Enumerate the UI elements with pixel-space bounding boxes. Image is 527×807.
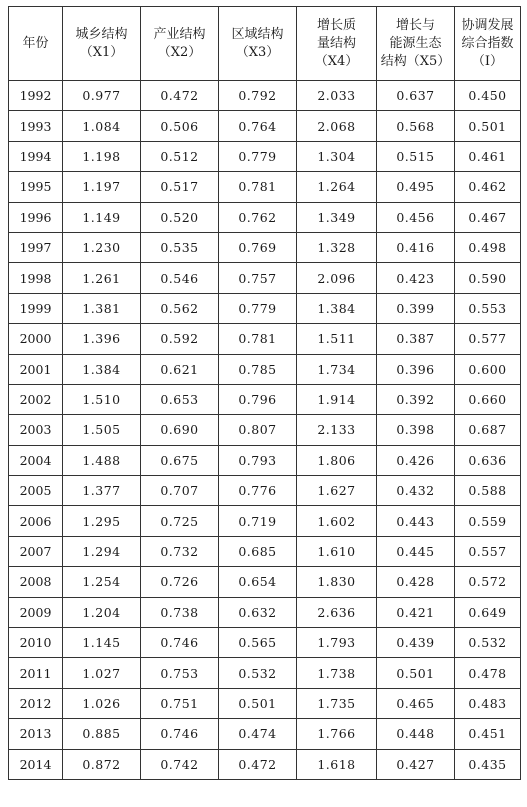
x1-cell: 1.294 <box>63 536 141 566</box>
x2-cell: 0.592 <box>141 324 219 354</box>
index-cell: 0.501 <box>455 111 521 141</box>
table-row <box>9 597 521 627</box>
x5-cell: 0.515 <box>377 141 455 171</box>
header-x2 <box>141 7 219 81</box>
table-row <box>9 749 521 779</box>
header-line: 产业结构 <box>153 26 206 42</box>
x2-cell: 0.690 <box>141 415 219 445</box>
table-body <box>9 81 521 780</box>
index-cell: 0.588 <box>455 476 521 506</box>
x2-cell: 0.546 <box>141 263 219 293</box>
x4-cell: 1.511 <box>297 324 377 354</box>
x2-cell: 0.512 <box>141 141 219 171</box>
year-cell: 2011 <box>9 658 63 688</box>
x1-cell: 1.230 <box>63 232 141 262</box>
x5-cell: 0.432 <box>377 476 455 506</box>
x1-cell: 1.204 <box>63 597 141 627</box>
x4-cell: 1.734 <box>297 354 377 384</box>
header-x5 <box>377 7 455 81</box>
x1-cell: 0.885 <box>63 719 141 749</box>
header-line: 增长质 <box>316 17 356 33</box>
x1-cell: 0.977 <box>63 81 141 111</box>
x3-cell: 0.781 <box>219 172 297 202</box>
x5-cell: 0.501 <box>377 658 455 688</box>
index-cell: 0.590 <box>455 263 521 293</box>
year-cell: 2006 <box>9 506 63 536</box>
header-line: （I） <box>471 53 504 69</box>
x4-cell: 1.738 <box>297 658 377 688</box>
x5-cell: 0.448 <box>377 719 455 749</box>
index-cell: 0.467 <box>455 202 521 232</box>
index-cell: 0.498 <box>455 232 521 262</box>
year-cell: 2002 <box>9 384 63 414</box>
x3-cell: 0.781 <box>219 324 297 354</box>
header-line: （X2） <box>157 44 202 60</box>
year-cell: 2007 <box>9 536 63 566</box>
index-cell: 0.478 <box>455 658 521 688</box>
x5-cell: 0.426 <box>377 445 455 475</box>
table-row <box>9 415 521 445</box>
index-cell: 0.553 <box>455 293 521 323</box>
header-row <box>9 7 521 81</box>
x4-cell: 1.349 <box>297 202 377 232</box>
header-line: 量结构 <box>316 35 356 51</box>
header-year <box>9 7 63 81</box>
header-line: 综合指数 <box>461 35 514 51</box>
index-cell: 0.532 <box>455 628 521 658</box>
x4-cell: 1.304 <box>297 141 377 171</box>
x1-cell: 1.145 <box>63 628 141 658</box>
index-cell: 0.649 <box>455 597 521 627</box>
x3-cell: 0.685 <box>219 536 297 566</box>
year-cell: 2014 <box>9 749 63 779</box>
header-line: （X3） <box>235 44 280 60</box>
x2-cell: 0.653 <box>141 384 219 414</box>
table-row <box>9 141 521 171</box>
x4-cell: 1.914 <box>297 384 377 414</box>
table-row <box>9 232 521 262</box>
x4-cell: 1.610 <box>297 536 377 566</box>
table-row <box>9 324 521 354</box>
x1-cell: 1.084 <box>63 111 141 141</box>
year-cell: 1992 <box>9 81 63 111</box>
x1-cell: 1.384 <box>63 354 141 384</box>
x3-cell: 0.796 <box>219 384 297 414</box>
x2-cell: 0.746 <box>141 719 219 749</box>
x5-cell: 0.387 <box>377 324 455 354</box>
x3-cell: 0.776 <box>219 476 297 506</box>
x5-cell: 0.399 <box>377 293 455 323</box>
x2-cell: 0.707 <box>141 476 219 506</box>
x5-cell: 0.439 <box>377 628 455 658</box>
x5-cell: 0.392 <box>377 384 455 414</box>
table-row <box>9 384 521 414</box>
header-x3 <box>219 7 297 81</box>
table-row <box>9 506 521 536</box>
x3-cell: 0.565 <box>219 628 297 658</box>
x2-cell: 0.742 <box>141 749 219 779</box>
table-row <box>9 354 521 384</box>
x3-cell: 0.719 <box>219 506 297 536</box>
table-row <box>9 688 521 718</box>
header-index <box>455 7 521 81</box>
x2-cell: 0.621 <box>141 354 219 384</box>
year-cell: 2008 <box>9 567 63 597</box>
x4-cell: 1.793 <box>297 628 377 658</box>
x3-cell: 0.779 <box>219 293 297 323</box>
table-row <box>9 111 521 141</box>
x4-cell: 1.264 <box>297 172 377 202</box>
year-cell: 2000 <box>9 324 63 354</box>
header-line: 城乡结构 <box>75 26 128 42</box>
x5-cell: 0.423 <box>377 263 455 293</box>
x2-cell: 0.725 <box>141 506 219 536</box>
x2-cell: 0.562 <box>141 293 219 323</box>
table-row <box>9 628 521 658</box>
header-line: 增长与 <box>395 17 435 33</box>
index-cell: 0.572 <box>455 567 521 597</box>
x5-cell: 0.421 <box>377 597 455 627</box>
x2-cell: 0.520 <box>141 202 219 232</box>
x3-cell: 0.632 <box>219 597 297 627</box>
x2-cell: 0.506 <box>141 111 219 141</box>
x1-cell: 1.197 <box>63 172 141 202</box>
x4-cell: 2.133 <box>297 415 377 445</box>
table-row <box>9 293 521 323</box>
x5-cell: 0.568 <box>377 111 455 141</box>
table-row <box>9 719 521 749</box>
header-line: （X4） <box>314 53 359 69</box>
table-row <box>9 567 521 597</box>
x2-cell: 0.517 <box>141 172 219 202</box>
x3-cell: 0.532 <box>219 658 297 688</box>
x1-cell: 1.254 <box>63 567 141 597</box>
data-table <box>8 6 521 780</box>
x4-cell: 2.636 <box>297 597 377 627</box>
year-cell: 2013 <box>9 719 63 749</box>
table-row <box>9 263 521 293</box>
x2-cell: 0.675 <box>141 445 219 475</box>
year-cell: 1995 <box>9 172 63 202</box>
header-line: 结构（X5） <box>380 53 451 69</box>
x5-cell: 0.637 <box>377 81 455 111</box>
x5-cell: 0.445 <box>377 536 455 566</box>
x1-cell: 1.026 <box>63 688 141 718</box>
x2-cell: 0.753 <box>141 658 219 688</box>
x3-cell: 0.793 <box>219 445 297 475</box>
year-cell: 1998 <box>9 263 63 293</box>
x3-cell: 0.472 <box>219 749 297 779</box>
x4-cell: 1.735 <box>297 688 377 718</box>
x1-cell: 1.149 <box>63 202 141 232</box>
x2-cell: 0.472 <box>141 81 219 111</box>
x1-cell: 1.198 <box>63 141 141 171</box>
x1-cell: 1.027 <box>63 658 141 688</box>
header-line: 区域结构 <box>231 26 284 42</box>
x3-cell: 0.501 <box>219 688 297 718</box>
x3-cell: 0.792 <box>219 81 297 111</box>
year-cell: 2009 <box>9 597 63 627</box>
table-row <box>9 172 521 202</box>
x1-cell: 1.261 <box>63 263 141 293</box>
header-line: （X1） <box>79 44 124 60</box>
x4-cell: 1.766 <box>297 719 377 749</box>
year-cell: 1999 <box>9 293 63 323</box>
index-cell: 0.483 <box>455 688 521 718</box>
x4-cell: 1.627 <box>297 476 377 506</box>
x3-cell: 0.762 <box>219 202 297 232</box>
x4-cell: 2.068 <box>297 111 377 141</box>
x4-cell: 1.602 <box>297 506 377 536</box>
year-cell: 1993 <box>9 111 63 141</box>
x5-cell: 0.443 <box>377 506 455 536</box>
year-cell: 2004 <box>9 445 63 475</box>
index-cell: 0.577 <box>455 324 521 354</box>
x4-cell: 1.806 <box>297 445 377 475</box>
x1-cell: 1.510 <box>63 384 141 414</box>
x5-cell: 0.495 <box>377 172 455 202</box>
year-cell: 1997 <box>9 232 63 262</box>
year-cell: 2005 <box>9 476 63 506</box>
index-cell: 0.687 <box>455 415 521 445</box>
year-cell: 2003 <box>9 415 63 445</box>
x2-cell: 0.732 <box>141 536 219 566</box>
x1-cell: 1.295 <box>63 506 141 536</box>
x1-cell: 0.872 <box>63 749 141 779</box>
table-row <box>9 81 521 111</box>
table-row <box>9 202 521 232</box>
year-cell: 2010 <box>9 628 63 658</box>
year-cell: 2012 <box>9 688 63 718</box>
x4-cell: 2.033 <box>297 81 377 111</box>
index-cell: 0.636 <box>455 445 521 475</box>
x2-cell: 0.751 <box>141 688 219 718</box>
x1-cell: 1.488 <box>63 445 141 475</box>
table-header <box>9 7 521 81</box>
x2-cell: 0.535 <box>141 232 219 262</box>
x4-cell: 1.328 <box>297 232 377 262</box>
x1-cell: 1.505 <box>63 415 141 445</box>
x5-cell: 0.465 <box>377 688 455 718</box>
index-cell: 0.600 <box>455 354 521 384</box>
header-line: 能源生态 <box>389 35 442 51</box>
year-cell: 1996 <box>9 202 63 232</box>
table-row <box>9 658 521 688</box>
x2-cell: 0.738 <box>141 597 219 627</box>
x3-cell: 0.785 <box>219 354 297 384</box>
index-cell: 0.557 <box>455 536 521 566</box>
index-cell: 0.559 <box>455 506 521 536</box>
x5-cell: 0.416 <box>377 232 455 262</box>
index-cell: 0.660 <box>455 384 521 414</box>
x2-cell: 0.726 <box>141 567 219 597</box>
index-cell: 0.462 <box>455 172 521 202</box>
index-cell: 0.435 <box>455 749 521 779</box>
x4-cell: 1.384 <box>297 293 377 323</box>
table-row <box>9 445 521 475</box>
x4-cell: 1.830 <box>297 567 377 597</box>
x5-cell: 0.396 <box>377 354 455 384</box>
index-cell: 0.450 <box>455 81 521 111</box>
x3-cell: 0.757 <box>219 263 297 293</box>
x3-cell: 0.474 <box>219 719 297 749</box>
header-x1 <box>63 7 141 81</box>
x3-cell: 0.779 <box>219 141 297 171</box>
x5-cell: 0.398 <box>377 415 455 445</box>
x1-cell: 1.396 <box>63 324 141 354</box>
x3-cell: 0.764 <box>219 111 297 141</box>
table-row <box>9 536 521 566</box>
header-x4 <box>297 7 377 81</box>
x4-cell: 1.618 <box>297 749 377 779</box>
year-cell: 1994 <box>9 141 63 171</box>
x3-cell: 0.769 <box>219 232 297 262</box>
year-cell: 2001 <box>9 354 63 384</box>
x5-cell: 0.456 <box>377 202 455 232</box>
header-line: 年份 <box>22 35 49 51</box>
header-line: 协调发展 <box>461 17 514 33</box>
x2-cell: 0.746 <box>141 628 219 658</box>
x3-cell: 0.654 <box>219 567 297 597</box>
x5-cell: 0.428 <box>377 567 455 597</box>
index-cell: 0.461 <box>455 141 521 171</box>
x5-cell: 0.427 <box>377 749 455 779</box>
x4-cell: 2.096 <box>297 263 377 293</box>
x3-cell: 0.807 <box>219 415 297 445</box>
x1-cell: 1.377 <box>63 476 141 506</box>
table-row <box>9 476 521 506</box>
x1-cell: 1.381 <box>63 293 141 323</box>
index-cell: 0.451 <box>455 719 521 749</box>
